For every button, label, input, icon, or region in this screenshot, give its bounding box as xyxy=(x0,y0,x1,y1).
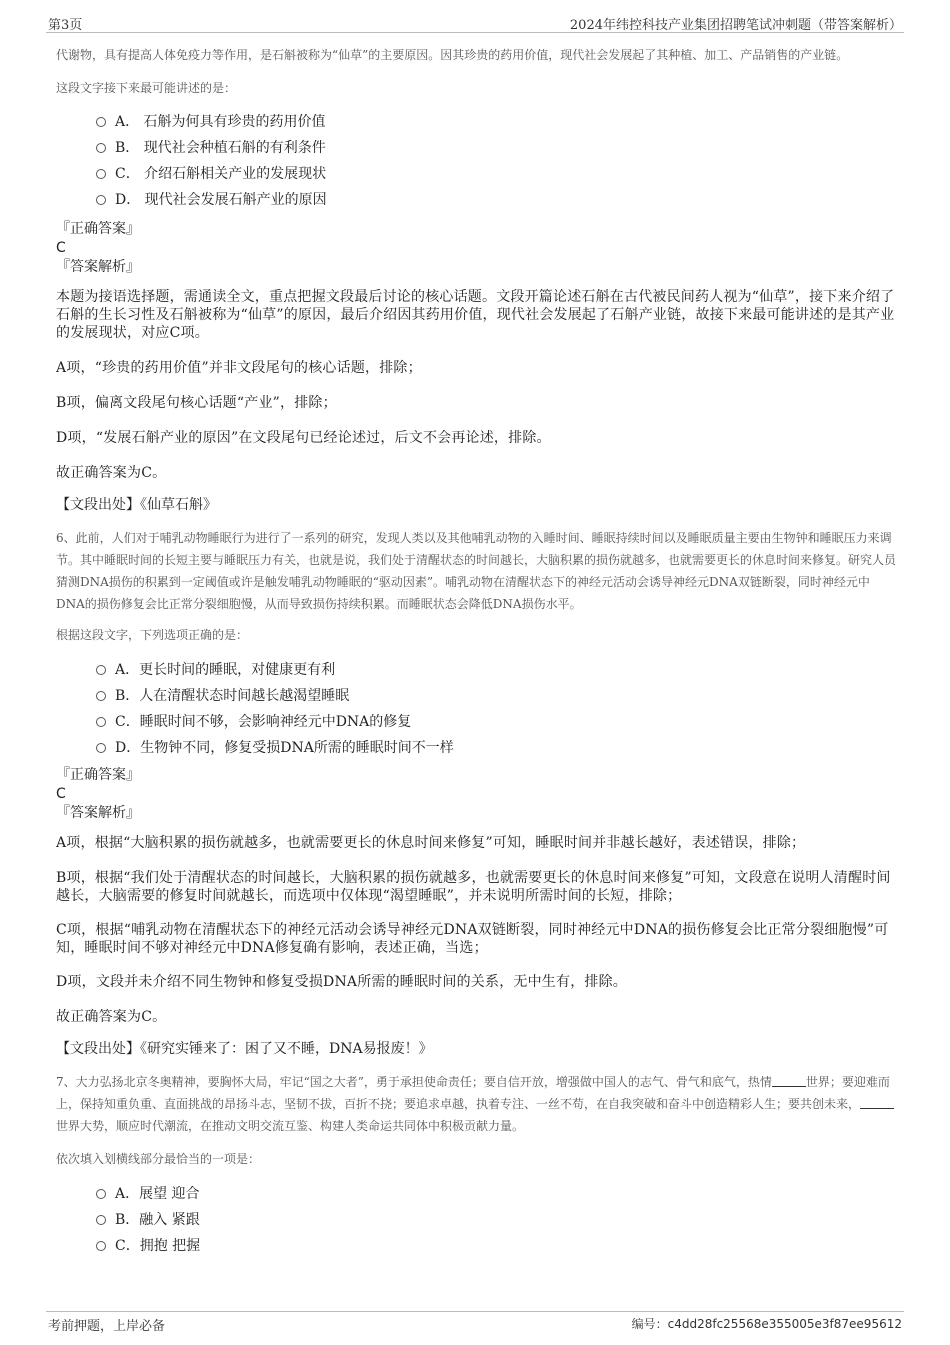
page-footer xyxy=(46,1311,904,1334)
q6-prompt: 根据这段文字，下列选项正确的是： xyxy=(56,628,249,642)
q7-options xyxy=(56,1181,898,1259)
q5-analysis-2: B项，偏离文段尾句核心话题“产业”，排除； xyxy=(56,395,337,411)
footer-slogan: 考前押题，上岸必备 xyxy=(48,1319,166,1334)
radio-icon[interactable] xyxy=(96,169,106,179)
option-label: A． 石斛为何具有珍贵的药用价值 xyxy=(115,114,326,130)
q6-analysis-4: 故正确答案为C。 xyxy=(56,1009,167,1025)
q5-answer-tag: 『正确答案』 xyxy=(56,221,140,237)
option-label: B． 现代社会种植石斛的有利条件 xyxy=(115,140,326,156)
radio-icon[interactable] xyxy=(96,691,106,701)
q6-source: 【文段出处】《研究实锤来了：困了又不睡，DNA易报废！》 xyxy=(56,1041,433,1057)
fill-blank-1[interactable] xyxy=(772,1074,806,1087)
q6-answer: C xyxy=(56,786,66,802)
option-label: B．人在清醒状态时间越长越渴望睡眠 xyxy=(115,688,350,704)
q5-option-c[interactable] xyxy=(96,161,898,187)
document-title: 2024年纬控科技产业集团招聘笔试冲刺题（带答案解析） xyxy=(569,18,902,33)
q6-option-c[interactable] xyxy=(96,709,898,735)
document-id: 编号：c4dd28fc25568e355005e3f87ee95612 xyxy=(631,1317,902,1331)
q5-answer: C xyxy=(56,240,66,256)
q6-option-a[interactable] xyxy=(96,657,898,683)
option-label: A．展望 迎合 xyxy=(115,1186,200,1202)
radio-icon[interactable] xyxy=(96,665,106,675)
q5-options xyxy=(56,109,898,213)
q6-option-d[interactable] xyxy=(96,735,898,761)
q7-passage xyxy=(56,1071,898,1137)
q5-option-d[interactable] xyxy=(96,187,898,213)
option-label: C．拥抱 把握 xyxy=(115,1238,201,1254)
option-label: C． 介绍石斛相关产业的发展现状 xyxy=(115,166,327,182)
q5-source: 【文段出处】《仙草石斛》 xyxy=(56,497,217,513)
q7-option-b[interactable] xyxy=(96,1207,898,1233)
q6-option-b[interactable] xyxy=(96,683,898,709)
q5-analysis-0: 本题为接语选择题，需通读全文，重点把握文段最后讨论的核心话题。文段开篇论述石斛在古代被民间药人视为“仙草”，接下来介绍了石斛的生长习性及石斛被称为“仙草”的原因，最后介绍因其药用价值，现代社会发展起了石斛产业链，故接下来最可能讲述的是其产业的发展现状，对应C项。 xyxy=(56,289,895,341)
q6-answer-tag: 『正确答案』 xyxy=(56,767,140,783)
q5-analysis-tag: 『答案解析』 xyxy=(56,259,140,275)
q7-passage-part-a: 7、大力弘扬北京冬奥精神，要胸怀大局，牢记“国之大者”，勇于承担使命责任；要自信开放，增强做中国人的志气、骨气和底气，热情 xyxy=(56,1075,772,1089)
radio-icon[interactable] xyxy=(96,117,106,127)
q7-passage-part-b: 世界；要迎难而上，保持知重负重、直面挑战的昂扬斗志，坚韧不拔，百折不挠；要追求卓越，执着专注、一丝不苟，在自我突破和奋斗中创造精彩人生；要共创未来， xyxy=(56,1075,890,1111)
q6-analysis-0: A项，根据“大脑积累的损伤就越多，也就需要更长的休息时间来修复”可知，睡眠时间并非越长越好，表述错误，排除； xyxy=(56,835,806,851)
q6-options xyxy=(56,657,898,761)
q5-prompt: 这段文字接下来最可能讲述的是： xyxy=(56,81,237,95)
option-label: B．融入 紧跟 xyxy=(115,1212,200,1228)
radio-icon[interactable] xyxy=(96,1215,106,1225)
radio-icon[interactable] xyxy=(96,143,106,153)
q7-prompt: 依次填入划横线部分最恰当的一项是： xyxy=(56,1152,261,1166)
q6-passage: 6、此前，人们对于哺乳动物睡眠行为进行了一系列的研究，发现人类以及其他哺乳动物的入睡时间、睡眠持续时间以及睡眠质量主要由生物钟和睡眠压力来调节。其中睡眠时间的长短主要与睡眠压力有关，也就是说，我们处于清醒状态的时间越长，大脑积累的损伤就越多，也就需要更长的休息时间来修复。研究人员猜测DNA损伤的积累到一定阈值或许是触发哺乳动物睡眠的“驱动因素”。哺乳动物在清醒状态下的神经元活动会诱导神经元DNA双链断裂，同时神经元中DNA的损伤修复会比正常分裂细胞慢，从而导致损伤持续积累。而睡眠状态会降低DNA损伤水平。 xyxy=(56,531,897,611)
q6-analysis-tag: 『答案解析』 xyxy=(56,805,140,821)
radio-icon[interactable] xyxy=(96,1189,106,1199)
option-label: C．睡眠时间不够，会影响神经元中DNA的修复 xyxy=(115,714,412,730)
page-header xyxy=(46,14,904,33)
q5-analysis-3: D项，“发展石斛产业的原因”在文段尾句已经论述过，后文不会再论述，排除。 xyxy=(56,430,551,446)
radio-icon[interactable] xyxy=(96,717,106,727)
q5-option-b[interactable] xyxy=(96,135,898,161)
q7-option-c[interactable] xyxy=(96,1233,898,1259)
main-content xyxy=(56,44,898,1259)
q6-analysis-3: D项，文段并未介绍不同生物钟和修复受损DNA所需的睡眠时间的关系，无中生有，排除。 xyxy=(56,974,628,990)
option-label: A．更长时间的睡眠，对健康更有利 xyxy=(115,662,336,678)
q6-analysis-2: C项，根据“哺乳动物在清醒状态下的神经元活动会诱导神经元DNA双链断裂，同时神经元中DNA的损伤修复会比正常分裂细胞慢”可知，睡眠时间不够对神经元中DNA修复确有影响，表述正确，当选； xyxy=(56,922,889,956)
page-number: 第3页 xyxy=(48,18,83,33)
q7-option-a[interactable] xyxy=(96,1181,898,1207)
q7-passage-part-c: 世界大势，顺应时代潮流，在推动文明交流互鉴、构建人类命运共同体中积极贡献力量。 xyxy=(56,1119,525,1133)
option-label: D．生物钟不同，修复受损DNA所需的睡眠时间不一样 xyxy=(115,740,454,756)
radio-icon[interactable] xyxy=(96,743,106,753)
radio-icon[interactable] xyxy=(96,195,106,205)
q5-analysis-1: A项，“珍贵的药用价值”并非文段尾句的核心话题，排除； xyxy=(56,360,422,376)
option-label: D． 现代社会发展石斛产业的原因 xyxy=(115,192,327,208)
q5-option-a[interactable] xyxy=(96,109,898,135)
radio-icon[interactable] xyxy=(96,1241,106,1251)
q5-passage: 代谢物，具有提高人体免疫力等作用，是石斛被称为“仙草”的主要原因。因其珍贵的药用价值，现代社会发展起了其种植、加工、产品销售的产业链。 xyxy=(56,48,849,62)
q5-analysis-4: 故正确答案为C。 xyxy=(56,465,167,481)
q6-analysis-1: B项，根据“我们处于清醒状态的时间越长，大脑积累的损伤就越多，也就需要更长的休息时间来修复”可知，文段意在说明人清醒时间越长，大脑需要的修复时间就越长，而选项中仅体现“渴望睡眠”，并未说明所需时间的长短，排除； xyxy=(56,870,891,904)
fill-blank-2[interactable] xyxy=(860,1096,894,1109)
